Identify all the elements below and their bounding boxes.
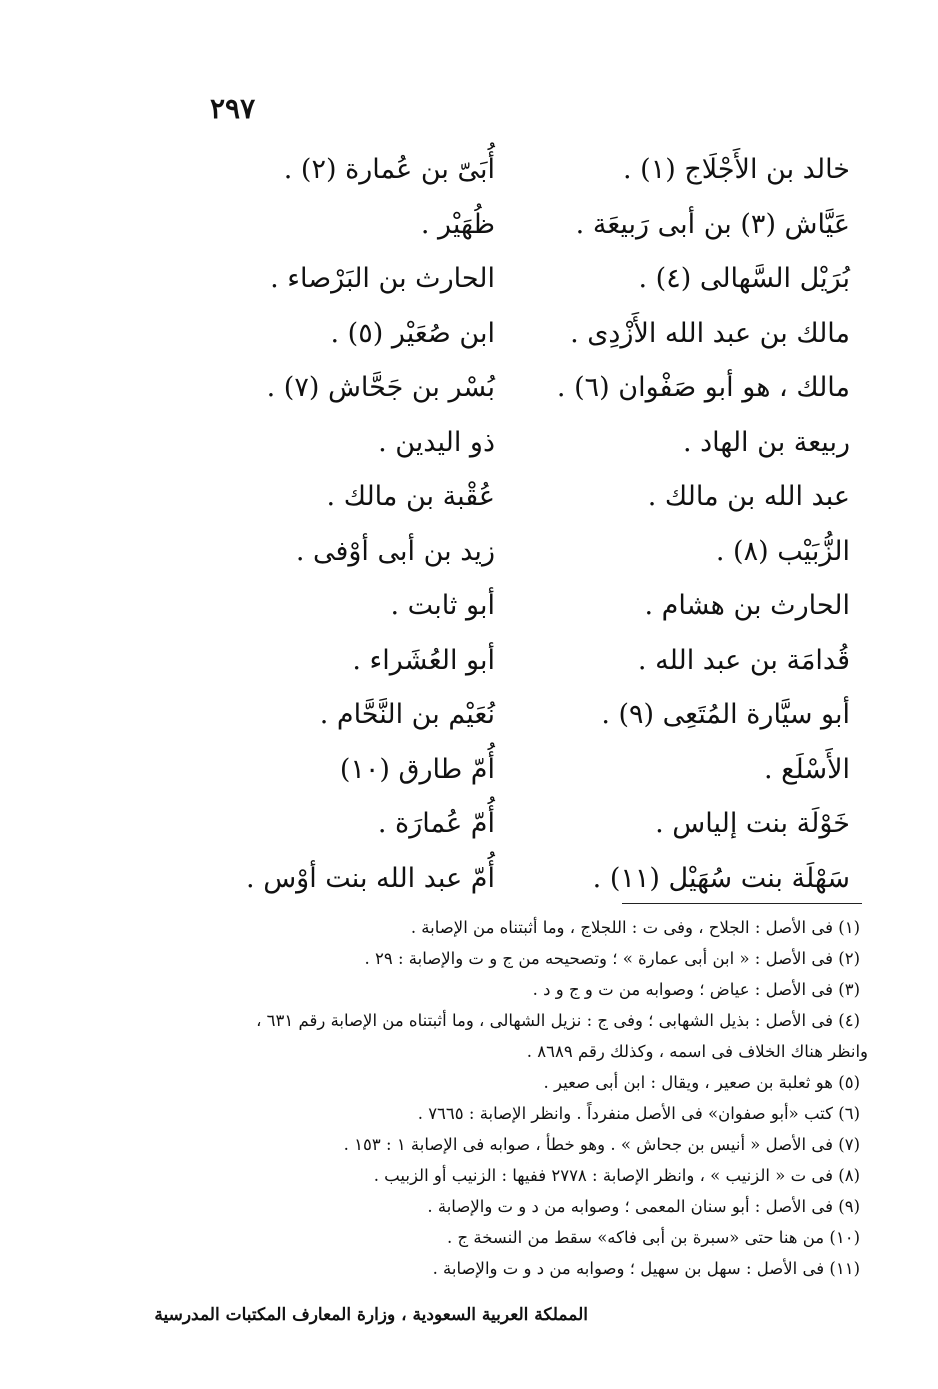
name-entry-left: ابن صُعَيْر (٥) . [330, 317, 495, 349]
footnote: (٥) هو ثعلبة بن صعير ، ويقال : ابن أبى صعير . [543, 1073, 860, 1092]
footnote: (١٠) من هنا حتى «سبرة بن أبى فاكه» سقط من النسخة ج . [447, 1228, 860, 1247]
name-entry-left: الحارث بن البَرْصاء . [270, 263, 495, 294]
name-row [0, 477, 938, 532]
name-row [0, 150, 938, 205]
publisher-footer: المملكة العربية السعودية ، وزارة المعارف المكتبات المدرسية [154, 1305, 588, 1325]
footnote: (٨) فى ت « الزنيب » ، وانظر الإصابة : ٢٧٧٨ ففيها : الزنيب أو الزبيب . [373, 1166, 860, 1185]
name-entry-left: زيد بن أبى أوْفى . [295, 535, 495, 567]
name-entry-right: أبو سيَّارة المُتَعِى (٩) . [601, 699, 850, 730]
footnote: (٩) فى الأصل : أبو سنان المعمى ؛ وصوابه من د و ت والإصابة . [427, 1197, 860, 1216]
name-entry-left: أبو العُشَراء . [352, 644, 495, 676]
name-row [0, 259, 938, 314]
name-entry-left: أبو ثابت . [390, 590, 495, 621]
name-entry-right: مالك ، هو أبو صَفْوان (٦) . [556, 372, 850, 403]
name-entry-left: نُعَيْم بن النَّحَّام . [319, 699, 495, 730]
name-entry-left: عُقْبة بن مالك . [326, 481, 495, 512]
name-entry-left: أُمّ طارق (١٠) [339, 753, 495, 785]
footnote: (٧) فى الأصل « أنيس بن جحاش » . وهو خطأ ، صوابه فى الإصابة ١ : ١٥٣ . [343, 1135, 860, 1154]
name-row [0, 532, 938, 587]
name-row [0, 586, 938, 641]
name-entry-left: أُمّ عبد الله بنت أوْس . [246, 862, 495, 894]
name-entry-right: ربيعة بن الهاد . [682, 426, 850, 458]
name-entry-left: أُمّ عُمارَة . [377, 808, 495, 839]
footnote: (٢) فى الأصل : « ابن أبى عمارة » ؛ وتصحيحه من ج و ت والإصابة : ٢٩ . [364, 949, 860, 968]
name-entry-right: الحارث بن هشام . [644, 590, 850, 621]
footnote-continuation: وانظر هناك الخلاف فى اسمه ، وكذلك رقم ٨٦٨٩ . [526, 1042, 868, 1061]
name-row [0, 804, 938, 859]
name-row [0, 314, 938, 369]
name-entry-left: بُسْر بن جَحَّاش (٧) . [266, 372, 495, 403]
footnote: (٤) فى الأصل : بذيل الشهابى ؛ وفى ج : نزيل الشهالى ، وما أثبتناه من الإصابة رقم ٦٣١ ، [256, 1011, 860, 1030]
name-entry-right: عَيَّاش (٣) بن أبى رَبيعَة . [575, 208, 850, 240]
name-row [0, 750, 938, 805]
footnote: (١١) فى الأصل : سهل بن سهيل ؛ وصوابه من د و ت والإصابة . [432, 1259, 860, 1278]
name-entry-right: الزُّبَيْب (٨) . [715, 535, 850, 567]
name-row [0, 205, 938, 260]
name-entry-left: أُبَىّ بن عُمارة (٢) . [283, 154, 495, 185]
name-entry-right: سَهْلَة بنت سُهَيْل (١١) . [592, 862, 850, 894]
name-entry-left: ذو اليدين . [378, 426, 495, 458]
footnote: (١) فى الأصل : الجلاح ، وفى ت : اللجلاج ، وما أثبتناه من الإصابة . [410, 918, 860, 937]
name-row [0, 641, 938, 696]
name-entry-right: خالد بن الأَجْلَاج (١) . [622, 154, 850, 185]
footnote: (٦) كتب «أبو صفوان» فى الأصل منفرداً . وانظر الإصابة : ٧٦٦٥ . [417, 1104, 860, 1123]
name-entry-right: مالك بن عبد الله الأَزْدِى . [570, 317, 850, 349]
footnote-divider [622, 903, 862, 904]
name-entry-right: قُدامَة بن عبد الله . [637, 644, 850, 676]
name-entry-right: خَوْلَة بنت إلياس . [655, 808, 850, 839]
name-row [0, 859, 938, 914]
name-row [0, 695, 938, 750]
name-entry-right: بُرَيْل السَّهالى (٤) . [638, 263, 850, 294]
footnote: (٣) فى الأصل : عياض ؛ وصوابه من ت و ج و د . [532, 980, 860, 999]
name-entry-right: الأَسْلَع . [764, 753, 850, 785]
names-list [0, 150, 938, 913]
name-row [0, 423, 938, 478]
name-row [0, 368, 938, 423]
page-number: ٢٩٧ [210, 92, 256, 125]
name-entry-right: عبد الله بن مالك . [647, 481, 850, 512]
footnotes [70, 912, 868, 1284]
name-entry-left: ظُهَيْر . [420, 208, 495, 240]
